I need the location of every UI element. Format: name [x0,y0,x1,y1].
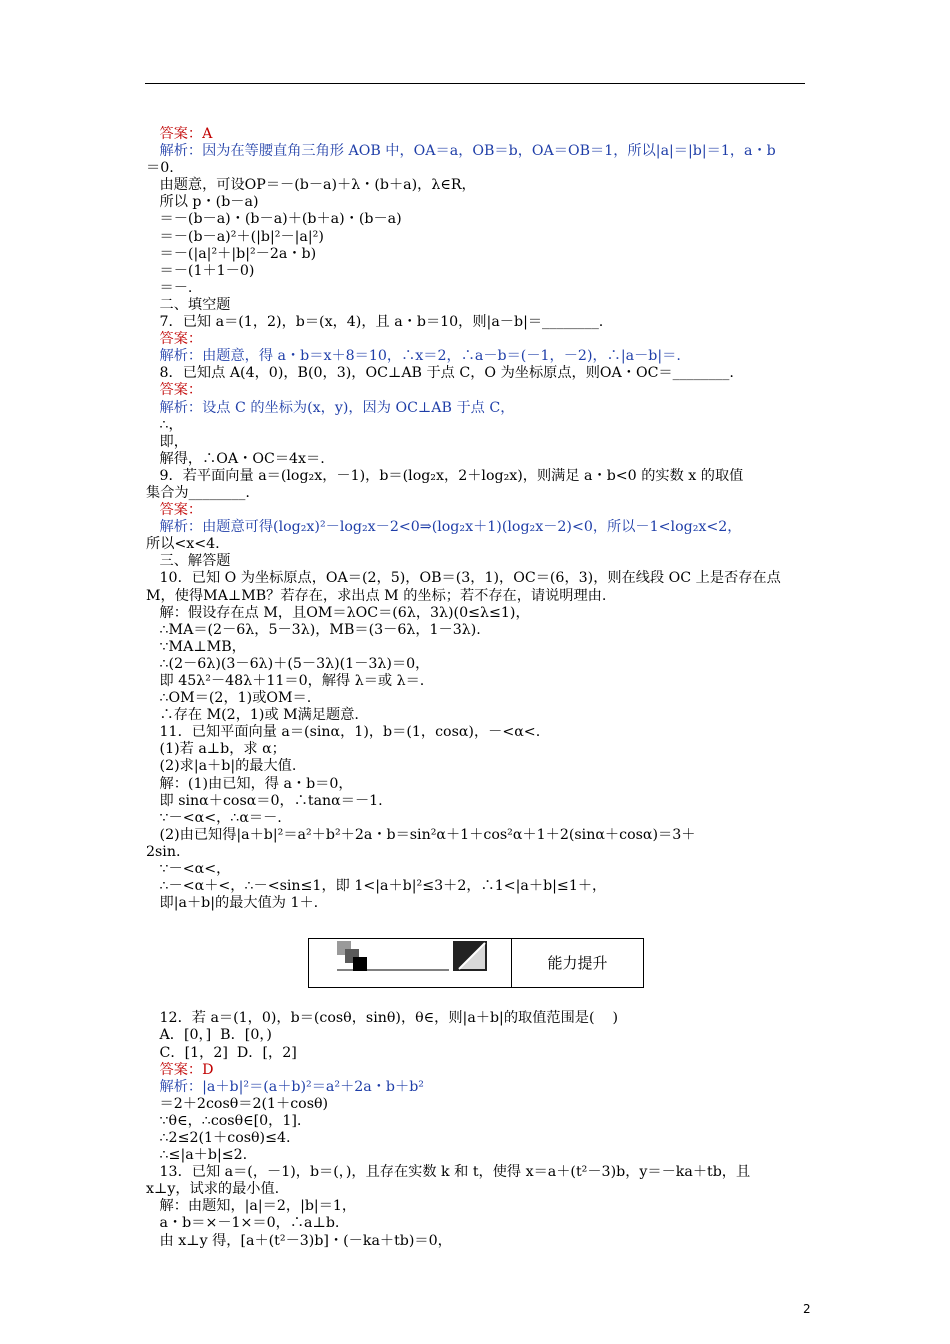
text-line: ∴OM＝(2，1)或OM＝. [146,690,312,707]
text-line: ＝－. [146,279,193,296]
text-line: a・b＝×－1×＝0，∴a⊥b. [146,1215,340,1232]
text-line: ∵－<α<， [146,861,231,878]
text-line: ＝－(1＋1－0) [146,262,255,279]
text-line: ∵－<α<，∴α＝－. [146,809,282,826]
text-line: 9．若平面向量 a＝(log₂x，－1)，b＝(log₂x，2＋log₂x)，则满足 a・b<0 的实数 x 的取值 [146,467,744,484]
text-line: 所以 p・(b－a) [146,194,259,211]
text-line: 三、解答题 [146,553,231,570]
section-label: 能力提升 [547,953,608,972]
document-body [146,126,812,1250]
text-line: 13．已知 a＝(，－1)，b＝(，)，且存在实数 k 和 t，使得 x＝a＋(t²－3)b，y＝－ka＋tb，且 [146,1164,751,1181]
text-line: 8．已知点 A(4，0)，B(0，3)，OC⊥AB 于点 C，O 为坐标原点，则OA・OC＝________. [146,365,734,382]
text-line: 解析：因为在等腰直角三角形 AOB 中，OA＝a，OB＝b，OA＝OB＝1，所以|a|＝|b|＝1，a・b [146,143,776,160]
section-banner-box [308,938,644,988]
text-line: 答案： [146,502,203,519]
text-line: C．[1，2] D．[，2] [146,1044,297,1061]
text-line: 答案： [146,331,203,348]
text-line: 解得，∴OA・OC＝4x＝. [146,450,325,467]
text-line: 所以<x<4. [146,536,220,553]
text-line: x⊥y，试求的最小值. [146,1181,280,1198]
text-line: 答案：D [146,1061,214,1078]
text-line: A．[0，] B．[0，) [146,1027,272,1044]
text-line: ＝0. [146,160,174,177]
text-line: 即|a＋b|的最大值为 1＋. [146,895,319,912]
text-line: ∵θ∈，∴cosθ∈[0，1]. [146,1112,302,1129]
text-line: 二、填空题 [146,296,231,313]
text-line: (2)求|a＋b|的最大值. [146,758,297,775]
text-block-lower [146,1010,812,1249]
text-line: 解析：|a＋b|²＝(a＋b)²＝a²＋2a・b＋b² [146,1078,424,1095]
text-line: 解析：设点 C 的坐标为(x，y)，因为 OC⊥AB 于点 C， [146,399,515,416]
text-line: ∴， [146,416,183,433]
text-line: 解：(1)由已知，得 a・b＝0， [146,775,353,792]
text-line: 解：假设存在点 M，且OM＝λOC＝(6λ，3λ)(0≤λ≤1)， [146,604,530,621]
text-line: 集合为________. [146,484,250,501]
banner-decoration [309,939,512,987]
text-line: 11．已知平面向量 a＝(sinα，1)，b＝(1，cosα)，－<α<. [146,724,541,741]
text-line: ∴MA＝(2－6λ，5－3λ)，MB＝(3－6λ，1－3λ). [146,621,481,638]
text-line: ∴(2－6λ)(3－6λ)＋(5－3λ)(1－3λ)＝0， [146,655,430,672]
text-line: 答案：A [146,126,213,142]
text-line: 解：由题知，|a|＝2，|b|＝1， [146,1198,357,1215]
text-line: ＝－(b－a)²＋(|b|²－|a|²) [146,228,324,245]
text-line: M，使得MA⊥MB？若存在，求出点 M 的坐标；若不存在，请说明理由. [146,587,607,604]
text-line: ∴－<α＋<，∴－<sin≤1，即 1<|a＋b|²≤3＋2，∴1<|a＋b|≤1＋， [146,878,607,895]
text-line: ＝－(|a|²＋|b|²－2a・b) [146,245,317,262]
text-block-upper [146,126,812,912]
text-line: 10．已知 O 为坐标原点，OA＝(2，5)，OB＝(3，1)，OC＝(6，3)，则在线段 OC 上是否存在点 [146,570,781,587]
text-line: 2sin. [146,843,181,860]
text-line: 由题意，可设OP＝－(b－a)＋λ・(b＋a)，λ∈R， [146,177,476,194]
text-line: 解析：由题意可得(log₂x)²－log₂x－2<0⇒(log₂x＋1)(log₂x－2)<0，所以－1<log₂x<2， [146,519,742,536]
section-banner [146,938,812,984]
text-line: 答案： [146,382,203,399]
text-line: 即 sinα＋cosα＝0，∴tanα＝－1. [146,792,383,809]
text-line: (2)由已知得|a＋b|²＝a²＋b²＋2a・b＝sin²α＋1＋cos²α＋1＋2(sinα＋cosα)＝3＋ [146,826,696,843]
text-line: ＝－(b－a)・(b－a)＋(b＋a)・(b－a) [146,211,402,228]
text-line: 由 x⊥y 得，[a＋(t²－3)b]・(－ka＋tb)＝0， [146,1232,452,1249]
banner-graphic-icon [309,939,511,987]
text-line: ∴存在 M(2，1)或 M满足题意. [146,707,359,724]
text-line: 7．已知 a＝(1，2)，b＝(x，4)，且 a・b＝10，则|a－b|＝________. [146,314,604,331]
text-line: (1)若 a⊥b，求 α； [146,741,286,758]
text-line: 12．若 a＝(1，0)，b＝(cosθ，sinθ)，θ∈，则|a＋b|的取值范围是( ) [146,1010,619,1027]
text-line: 即， [146,433,188,450]
page-number: 2 [803,1302,811,1316]
header-rule [145,83,805,84]
text-line: 解析：由题意，得 a・b＝x＋8＝10，∴x＝2，∴a－b＝(－1，－2)，∴|a－b|＝. [146,348,681,365]
text-line: ∵MA⊥MB， [146,638,246,655]
text-line: 即 45λ²－48λ＋11＝0，解得 λ＝或 λ＝. [146,673,425,689]
text-line: ∴2≤2(1＋cosθ)≤4. [146,1129,291,1146]
text-line: ∴≤|a＋b|≤2. [146,1147,248,1164]
text-line: ＝2＋2cosθ＝2(1＋cosθ) [146,1095,329,1112]
